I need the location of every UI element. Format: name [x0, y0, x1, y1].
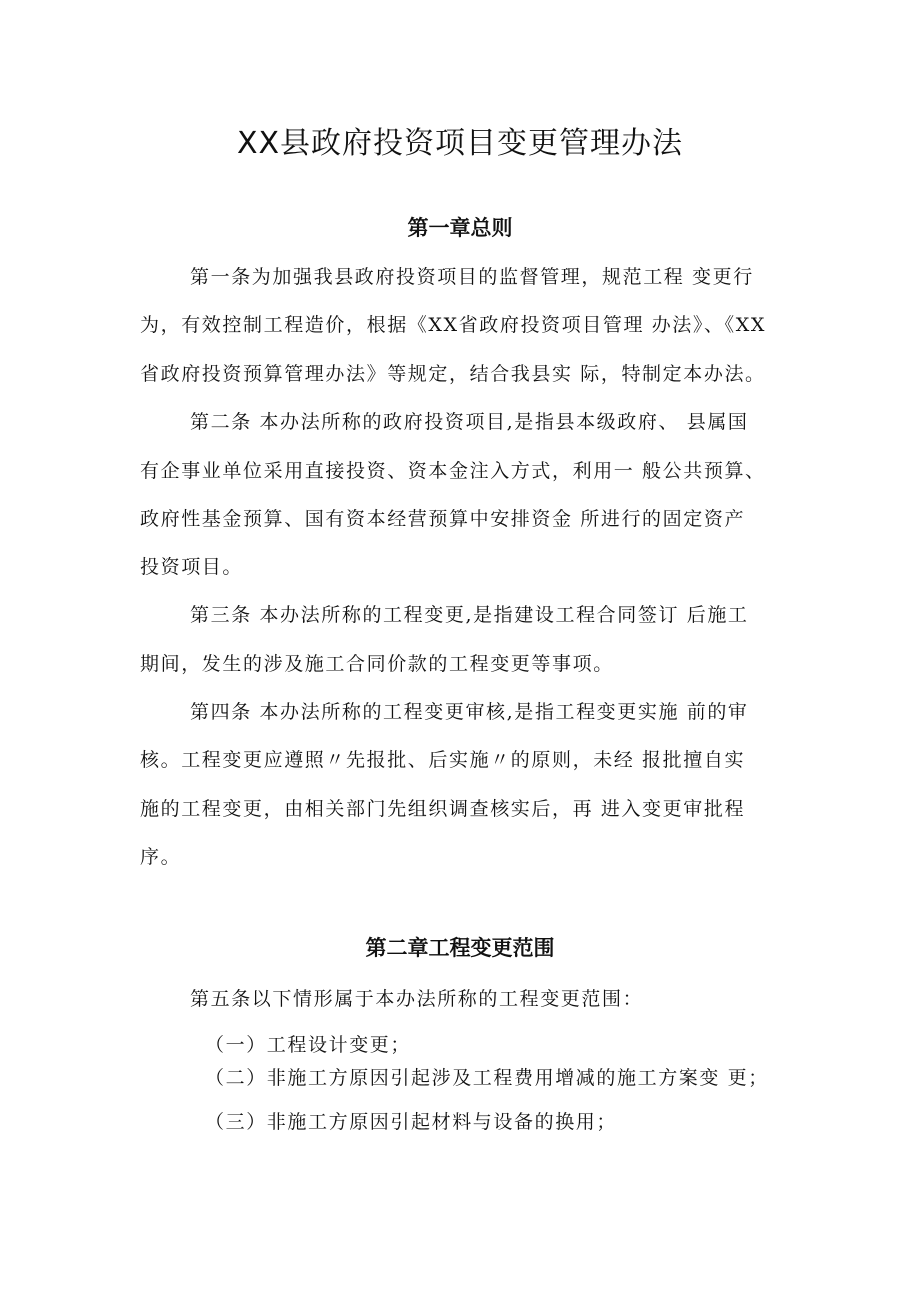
article-2-line-3: 政府性基金预算、国有资本经营预算中安排资金 所进行的固定资产	[140, 508, 746, 530]
list-item: （三）非施工方原因引起材料与设备的换用；	[205, 1111, 618, 1133]
article-2-line-1: 第二条 本办法所称的政府投资项目,是指县本级政府、 县属国	[190, 411, 749, 433]
article-5-line-1: 第五条以下情形属于本办法所称的工程变更范围：	[190, 988, 644, 1010]
article-1-line-3: 省政府投资预算管理办法》等规定，结合我县实 际，特制定本办法。	[140, 363, 766, 385]
article-1-line-2: 为，有效控制工程造价，根据《XX省政府投资项目管理 办法》、《XX	[140, 314, 766, 336]
article-3-line-1: 第三条 本办法所称的工程变更,是指建设工程合同签订 后施工	[190, 604, 749, 626]
document-title: XX县政府投资项目变更管理办法	[236, 126, 684, 161]
list-item: （一）工程设计变更；	[205, 1034, 412, 1056]
article-1-line-1: 第一条为加强我县政府投资项目的监督管理，规范工程 变更行	[190, 266, 754, 288]
article-2-line-4: 投资项目。	[140, 556, 244, 578]
chapter-2-heading: 第二章工程变更范围	[365, 936, 555, 960]
article-4-line-3: 施的工程变更，由相关部门先组织调查核实后，再 进入变更审批程	[140, 798, 746, 820]
article-4-line-4: 序。	[140, 846, 182, 868]
article-4-line-2: 核。工程变更应遵照〃先报批、后实施〃的原则，未经 报批擅自实	[140, 749, 746, 771]
article-4-line-1: 第四条 本办法所称的工程变更审核,是指工程变更实施 前的审	[190, 701, 749, 723]
article-2-line-2: 有企事业单位采用直接投资、资本金注入方式，利用一 般公共预算、	[140, 460, 766, 482]
chapter-1-heading: 第一章总则	[407, 216, 513, 240]
article-3-line-2: 期间，发生的涉及施工合同价款的工程变更等事项。	[140, 653, 614, 675]
list-item: （二）非施工方原因引起涉及工程费用增减的施工方案变 更；	[205, 1067, 769, 1089]
